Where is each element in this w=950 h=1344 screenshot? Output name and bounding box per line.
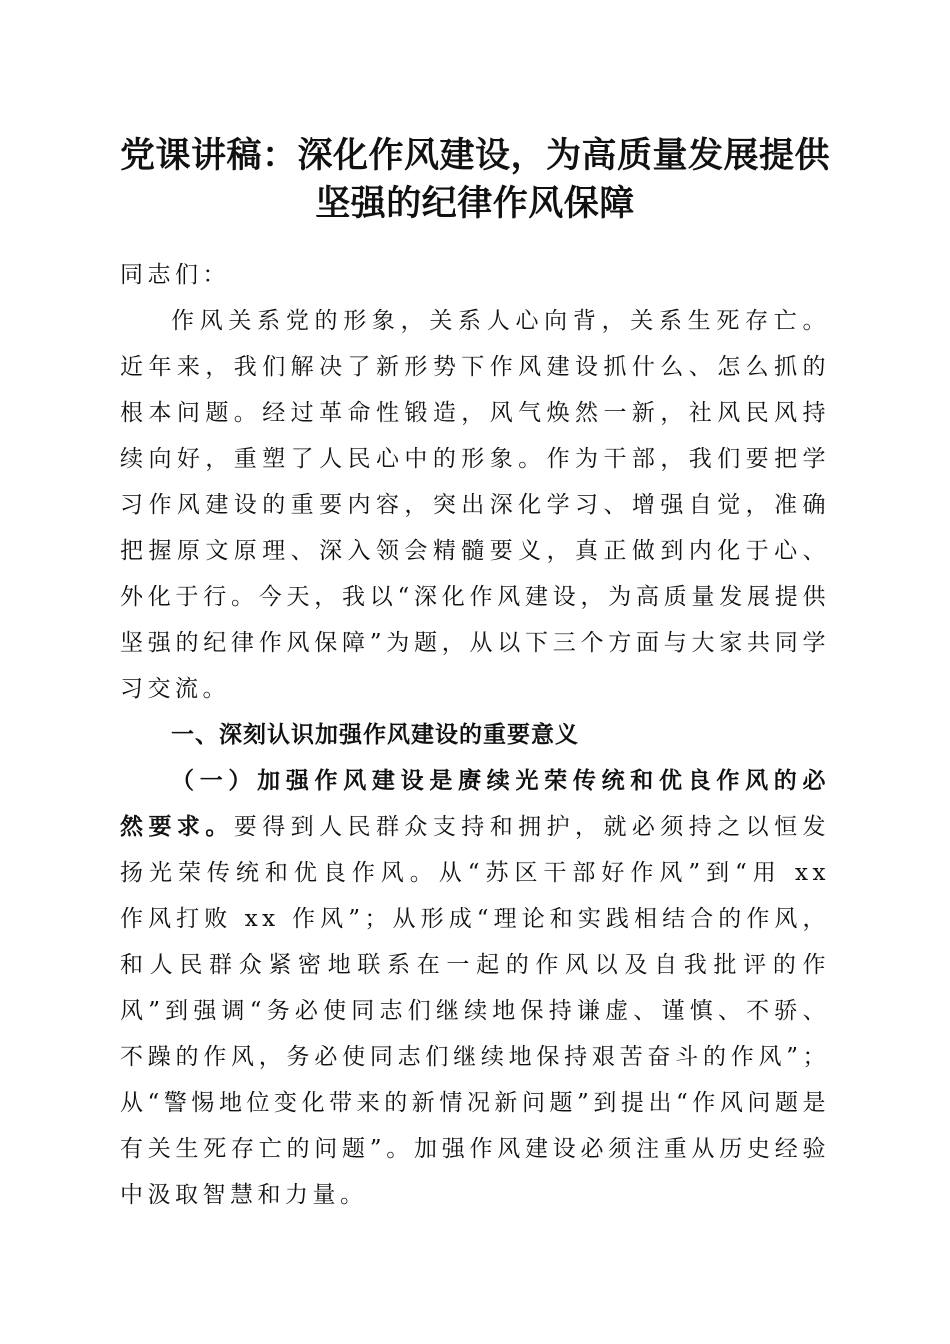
document-body [120, 252, 830, 1218]
subsection-paragraph-1 [120, 758, 830, 1218]
subsection-body-1: 要得到人民群众支持和拥护，就必须持之以恒发扬光荣传统和优良作风。从“苏区干部好作风”到“用 xx 作风打败 xx 作风”；从形成“理论和实践相结合的作风，和人民群众紧密地联系在一起的作风以及自我批评的作风”到强调“务必使同志们继续地保持谦虚、谨慎、不骄、不躁的作风，务必使同志们继续地保持艰苦奋斗的作风”；从“警惕地位变化带来的新情况新问题”到提出“作风问题是有关生死存亡的问题”。加强作风建设必须注重从历史经验中汲取智慧和力量。 [120, 814, 830, 1208]
title-line-1: 党课讲稿：深化作风建设，为高质量发展提供 [119, 136, 830, 176]
title-line-2: 坚强的纪律作风保障 [315, 184, 635, 224]
salutation: 同志们： [120, 262, 230, 288]
document-title [100, 132, 850, 228]
intro-paragraph: 作风关系党的形象，关系人心向背，关系生死存亡。近年来，我们解决了新形势下作风建设抓什么、怎么抓的根本问题。经过革命性锻造，风气焕然一新，社风民风持续向好，重塑了人民心中的形象。作为干部，我们要把学习作风建设的重要内容，突出深化学习、增强自觉，准确把握原文原理、深入领会精髓要义，真正做到内化于心、外化于行。今天，我以“深化作风建设，为高质量发展提供坚强的纪律作风保障”为题，从以下三个方面与大家共同学习交流。 [120, 308, 830, 702]
section-heading-1: 一、深刻认识加强作风建设的重要意义 [171, 722, 579, 748]
subsection-heading-1: （一）加强作风建设是赓续光荣传统和优良作风的必然要求。 [120, 767, 830, 840]
